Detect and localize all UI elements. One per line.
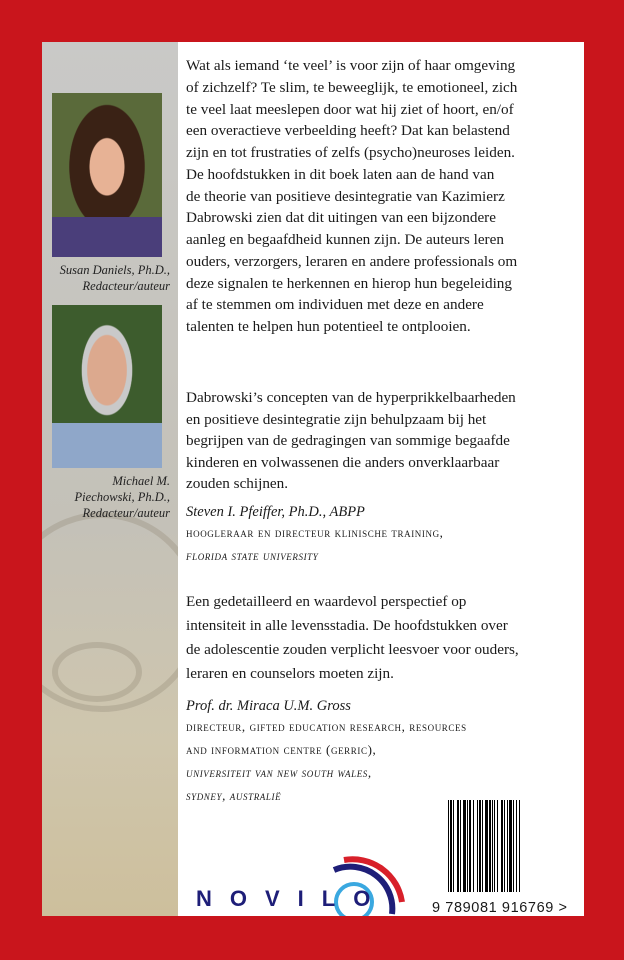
author-photo-susan-daniels	[52, 93, 162, 257]
isbn-number: 9 789081 916769 >	[432, 900, 568, 916]
back-cover	[42, 42, 584, 916]
text-line: zouden schijnen.	[186, 475, 289, 492]
publisher-name: NOVILO	[196, 886, 389, 911]
text-line: de adolescentie zouden verplicht leesvoer voor ouders,	[186, 641, 519, 658]
text-line: kinderen en volwassenen die anders onverklaarbaar	[186, 453, 500, 471]
caption-line: Michael M.	[112, 474, 170, 488]
text-line: ouders, verzorgers, leraren en andere professionals om	[186, 252, 518, 270]
quote-2-attribution	[186, 698, 576, 807]
text-line: te veel laat meeslepen door wat hij ziet of hoort, en/of	[186, 100, 514, 118]
decorative-eye	[52, 642, 142, 702]
quote-1-text	[186, 387, 576, 495]
text-line: af te stemmen om individuen met deze en andere	[186, 296, 484, 314]
text-line: De hoofdstukken in dit boek laten aan de hand van	[186, 165, 495, 183]
isbn-barcode	[432, 800, 584, 916]
quote-1-attribution	[186, 504, 576, 567]
text-line: of zichzelf? Te slim, te beweeglijk, te emotioneel, zich	[186, 78, 518, 96]
publisher-logo	[194, 852, 414, 916]
quote-org: sydney, australië	[186, 788, 282, 803]
text-line: zijn en tot frustraties of zelfs (psycho)neuroses leiden.	[186, 144, 515, 161]
text-line: Dabrowski zien dat dit uitingen van een bijzondere	[186, 209, 496, 227]
quote-author: Prof. dr. Miraca U.M. Gross	[186, 698, 351, 714]
text-line: deze signalen te herkennen en hierop hun begeleiding	[186, 274, 512, 292]
quote-org: universiteit van new south wales,	[186, 765, 372, 780]
quote-org: florida state university	[186, 548, 319, 563]
quote-role: hoogleraar en directeur klinische training,	[186, 525, 444, 540]
text-line: intensiteit in alle levensstadia. De hoofdstukken over	[186, 617, 508, 634]
text-line: leraren en counselors moeten zijn.	[186, 665, 394, 682]
quote-author: Steven I. Pfeiffer, Ph.D., ABPP	[186, 504, 365, 520]
caption-line: Redacteur/auteur	[82, 279, 170, 293]
author-caption	[42, 262, 170, 294]
author-caption	[42, 473, 170, 521]
quote-role: directeur, gifted education research, resources	[186, 719, 467, 734]
author-photo-michael-piechowski	[52, 305, 162, 468]
barcode-bar	[520, 800, 521, 892]
text-line: Een gedetailleerd en waardevol perspectief op	[186, 593, 467, 610]
text-line: talenten te helpen hun potentieel te ontplooien.	[186, 318, 471, 335]
text-line: aanleg en begaafdheid kunnen zijn. De auteurs leren	[186, 231, 504, 248]
text-line: de theorie van positieve desintegratie van Kazimierz	[186, 187, 505, 205]
text-line: begrijpen van de gedragingen van sommige begaafde	[186, 432, 510, 449]
caption-line: Piechowski, Ph.D.,	[74, 490, 170, 504]
blurb-paragraph	[186, 55, 576, 338]
author-sidebar	[42, 42, 178, 916]
barcode-bars	[448, 800, 570, 892]
caption-line: Susan Daniels, Ph.D.,	[59, 263, 170, 277]
text-line: Dabrowski’s concepten van de hyperprikkelbaarheden	[186, 389, 516, 406]
text-line: en positieve desintegratie zijn behulpzaam bij het	[186, 410, 487, 428]
quote-2-text	[186, 590, 576, 686]
quote-role: and information centre (gerric),	[186, 742, 377, 757]
text-line: een overactieve verbeelding heeft? Dat kan belastend	[186, 122, 510, 140]
caption-line: Redacteur/auteur	[82, 506, 170, 520]
text-line: Wat als iemand ‘te veel’ is voor zijn of haar omgeving	[186, 57, 516, 74]
